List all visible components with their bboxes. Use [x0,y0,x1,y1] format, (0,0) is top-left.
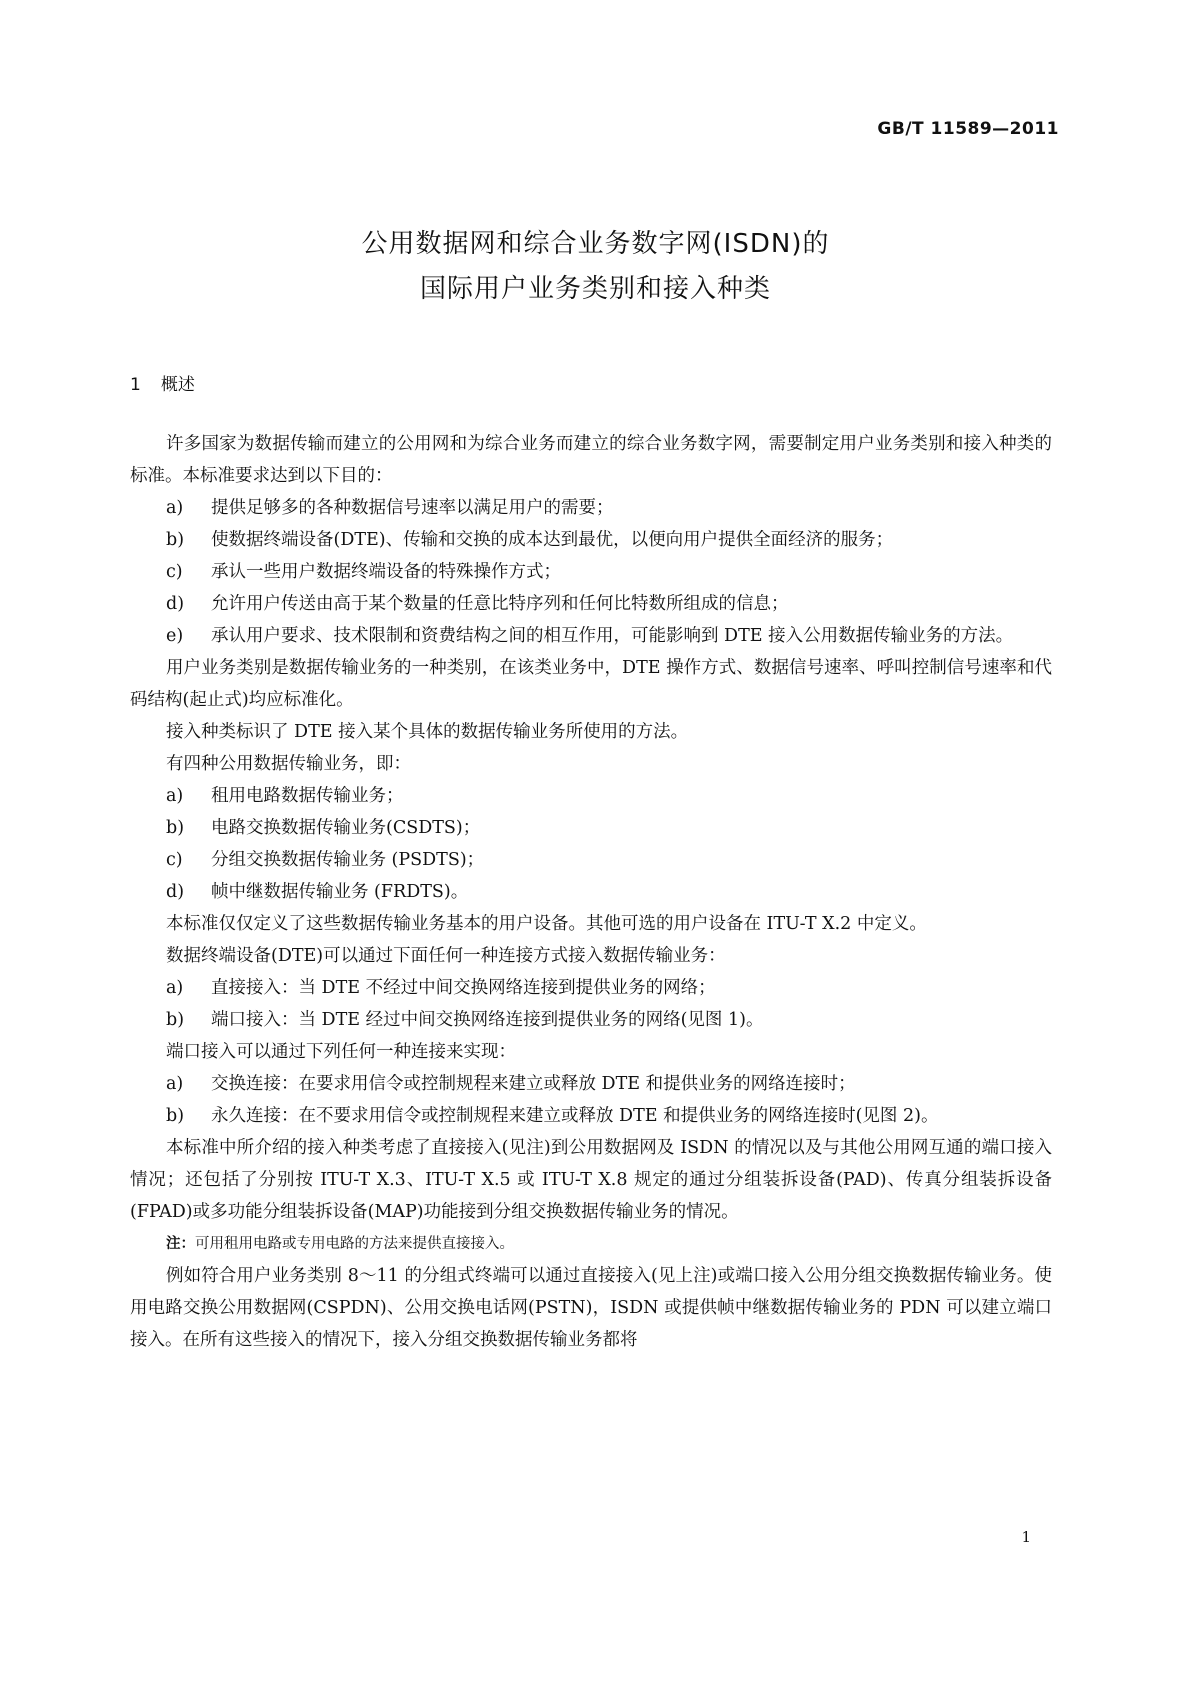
list-text: 承认用户要求、技术限制和资费结构之间的相互作用，可能影响到 DTE 接入公用数据传输业务的方法。 [211,626,1014,646]
list-item [166,972,1052,1004]
title-line-2: 国际用户业务类别和接入种类 [419,274,771,304]
paragraph: 许多国家为数据传输而建立的公用网和为综合业务而建立的综合业务数字网，需要制定用户业务类别和接入种类的标准。本标准要求达到以下目的： [130,434,1052,486]
title-line-1: 公用数据网和综合业务数字网(ISDN)的 [361,229,830,259]
list-item [166,524,1052,556]
paragraph: 例如符合用户业务类别 8～11 的分组式终端可以通过直接接入(见上注)或端口接入公用分组交换数据传输业务。使用电路交换公用数据网(CSPDN)、公用交换电话网(PSTN)，ISDN 或提供帧中继数据传输业务的 PDN 可以建立端口接入。在所有这些接入的情况下，接入分组交换数据传输业务都将 [130,1266,1052,1350]
section-heading [130,370,195,395]
list-marker: a) [166,978,184,998]
note-text: 可用租用电路或专用电路的方法来提供直接接入。 [195,1236,514,1252]
paragraph: 用户业务类别是数据传输业务的一种类别，在该类业务中，DTE 操作方式、数据信号速率、呼叫控制信号速率和代码结构(起止式)均应标准化。 [130,658,1052,710]
list-text: 直接接入：当 DTE 不经过中间交换网络连接到提供业务的网络； [211,978,716,998]
note [166,1228,1052,1260]
paragraph: 有四种公用数据传输业务，即： [166,754,411,774]
list-text: 提供足够多的各种数据信号速率以满足用户的需要； [211,498,614,518]
paragraph: 端口接入可以通过下列任何一种连接来实现： [166,1042,516,1062]
list-item [166,556,1052,588]
list-text: 永久连接：在不要求用信令或控制规程来建立或释放 DTE 和提供业务的网络连接时(见图 2)。 [211,1106,939,1126]
list-marker: e) [166,626,184,646]
standard-code: GB/T 11589—2011 [877,119,1059,139]
section-title: 概述 [160,375,195,395]
list-item [166,1068,1052,1100]
page-number: 1 [1021,1528,1031,1546]
document-body [130,428,1052,1356]
list-text: 帧中继数据传输业务 (FRDTS)。 [211,882,469,902]
list-text: 交换连接：在要求用信令或控制规程来建立或释放 DTE 和提供业务的网络连接时； [211,1074,856,1094]
list-item [166,876,1052,908]
list-item [166,844,1052,876]
list-item [166,588,1052,620]
paragraph: 接入种类标识了 DTE 接入某个具体的数据传输业务所使用的方法。 [166,722,689,742]
list-item [166,492,1052,524]
list-item [166,620,1052,652]
paragraph: 数据终端设备(DTE)可以通过下面任何一种连接方式接入数据传输业务： [166,946,726,966]
list-item [166,1100,1052,1132]
list-item [166,780,1052,812]
note-label: 注： [166,1236,195,1252]
list-marker: c) [166,850,183,870]
list-text: 使数据终端设备(DTE)、传输和交换的成本达到最优，以便向用户提供全面经济的服务； [211,530,894,550]
list-marker: d) [166,882,185,902]
list-marker: d) [166,594,185,614]
list-text: 分组交换数据传输业务 (PSDTS)； [211,850,485,870]
document-title [0,222,1191,312]
list-marker: b) [166,530,185,550]
list-text: 租用电路数据传输业务； [211,786,404,806]
list-item [166,812,1052,844]
list-text: 允许用户传送由高于某个数量的任意比特序列和任何比特数所组成的信息； [211,594,789,614]
list-marker: b) [166,818,185,838]
list-text: 承认一些用户数据终端设备的特殊操作方式； [211,562,561,582]
section-number: 1 [130,375,141,395]
list-item [166,1004,1052,1036]
list-marker: b) [166,1010,185,1030]
list-marker: a) [166,498,184,518]
list-marker: a) [166,786,184,806]
paragraph: 本标准中所介绍的接入种类考虑了直接接入(见注)到公用数据网及 ISDN 的情况以及与其他公用网互通的端口接入情况；还包括了分别按 ITU-T X.3、ITU-T X.5 或 ITU-T X.8 规定的通过分组装拆设备(PAD)、传真分组装拆设备(FPAD)或多功能分组装拆设备(MAP)功能接到分组交换数据传输业务的情况。 [130,1138,1052,1222]
paragraph: 本标准仅仅定义了这些数据传输业务基本的用户设备。其他可选的用户设备在 ITU-T X.2 中定义。 [166,914,927,934]
list-marker: a) [166,1074,184,1094]
list-marker: c) [166,562,183,582]
list-marker: b) [166,1106,185,1126]
list-text: 端口接入：当 DTE 经过中间交换网络连接到提供业务的网络(见图 1)。 [211,1010,764,1030]
list-text: 电路交换数据传输业务(CSDTS)； [211,818,481,838]
